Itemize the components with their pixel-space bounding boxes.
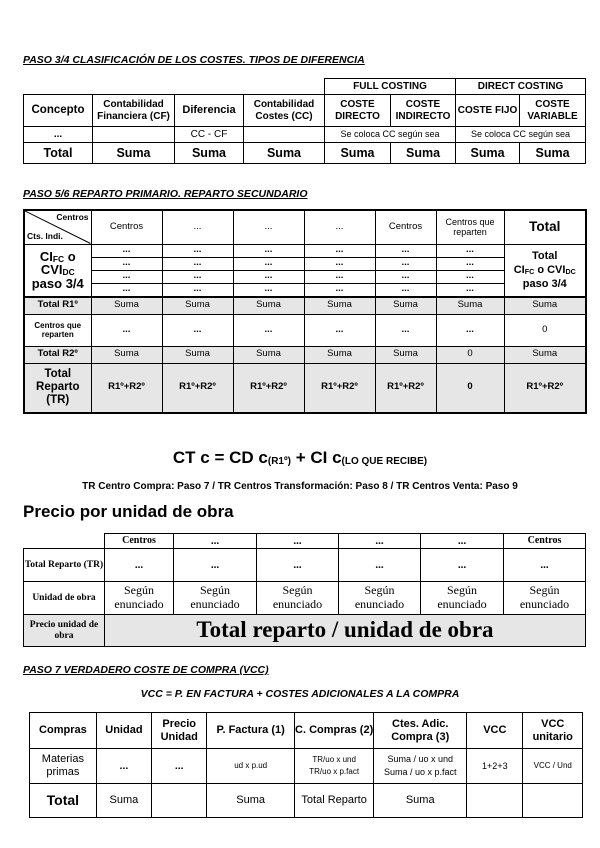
zero-cell: 0 [436, 363, 504, 413]
sum-cell: Suma [391, 143, 456, 164]
cell: ... [504, 549, 586, 582]
full-costing-header: FULL COSTING [325, 79, 456, 95]
col-dots: ... [162, 210, 233, 244]
cell: ... [375, 257, 436, 270]
sum-cell: Suma [504, 297, 586, 314]
sum-cell: Suma [233, 297, 304, 314]
section2-title: PASO 5/6 REPARTO PRIMARIO. REPARTO SECUNDARIO [23, 188, 308, 200]
cf-header: Contabilidad Financiera (CF) [93, 95, 175, 127]
vcc-header: VCC [467, 713, 523, 749]
total-label: Total [30, 784, 97, 818]
cell: ... [162, 283, 233, 297]
vcc-formula: VCC = P. EN FACTURA + COSTES ADICIONALES A LA COMPRA [140, 688, 460, 700]
cell: ... [304, 283, 375, 297]
sum-cell: Suma [325, 143, 391, 164]
c-compras-cell: TR/uo x und TR/uo x p.fact [295, 749, 374, 784]
cell: ... [91, 314, 162, 346]
cell: ... [91, 270, 162, 283]
direct-costing-header: DIRECT COSTING [456, 79, 586, 95]
segun-cell: Según enunciado [421, 582, 504, 615]
cell: ... [304, 244, 375, 257]
col-dots: ... [339, 534, 421, 549]
total-reparto-label: Total Reparto (TR) [24, 549, 105, 582]
concepto-cell: ... [24, 127, 93, 143]
sum-cell: Suma [96, 784, 151, 818]
r1r2-cell: R1º+R2º [375, 363, 436, 413]
r1r2-cell: R1º+R2º [304, 363, 375, 413]
empty-cell [523, 784, 583, 818]
diferencia-cell: CC - CF [175, 127, 244, 143]
cost-classification-table [23, 78, 586, 164]
r1r2-cell: R1º+R2º [233, 363, 304, 413]
compras-header: Compras [30, 713, 97, 749]
big-formula: Total reparto / unidad de obra [105, 615, 586, 647]
col-centros: Centros [105, 534, 174, 549]
cell: ... [233, 283, 304, 297]
sum-cell: Suma [304, 346, 375, 363]
materias-label: Materias primas [30, 749, 97, 784]
zero-cell: 0 [504, 314, 586, 346]
cell: ... [162, 244, 233, 257]
sum-cell: Suma [375, 297, 436, 314]
tr-row-label: Total Reparto (TR) [24, 363, 91, 413]
distribution-table [23, 209, 587, 414]
ctes-adic-header: Ctes. Adic. Compra (3) [374, 713, 467, 749]
zero-cell: 0 [436, 346, 504, 363]
cell: ... [436, 283, 504, 297]
cell: ... [233, 270, 304, 283]
tr-note: TR Centro Compra: Paso 7 / TR Centros Transformación: Paso 8 / TR Centros Venta: Paso 9 [82, 481, 518, 492]
cell: ... [436, 257, 504, 270]
cost-formula: CT c = CD $c_{(R1º)}$ + CI $c_{(LO QUE RECIBE)}$ [172, 448, 428, 467]
section1-title: PASO 3/4 CLASIFICACIÓN DE LOS COSTES. TIPOS DE DIFERENCIA [23, 54, 365, 66]
segun-cell: Según enunciado [339, 582, 421, 615]
cell: ... [91, 283, 162, 297]
corner-top-label: Centros [56, 212, 89, 222]
col-dots: ... [174, 534, 257, 549]
cell: ... [436, 270, 504, 283]
cell: ... [375, 270, 436, 283]
sum-cell: Suma [91, 297, 162, 314]
col-centros: Centros [504, 534, 586, 549]
cell: ... [436, 314, 504, 346]
cell: ... [257, 549, 339, 582]
sum-cell: Suma [304, 297, 375, 314]
coste-directo-header: COSTE DIRECTO [325, 95, 391, 127]
sum-cell: Suma [504, 346, 586, 363]
total-reparto-cell: Total Reparto [295, 784, 374, 818]
total-r2-label: Total R2º [24, 346, 91, 363]
cell: ... [233, 257, 304, 270]
cell: ... [91, 257, 162, 270]
sum-cell: Suma [91, 346, 162, 363]
cell: ... [174, 549, 257, 582]
cell: ... [304, 314, 375, 346]
empty-cell [152, 784, 207, 818]
precio-label: Precio unidad de obra [24, 615, 105, 647]
section3-title: Precio por unidad de obra [23, 502, 234, 521]
cell: ... [152, 749, 207, 784]
sum-cell: Suma [175, 143, 244, 164]
concepto-header: Concepto [24, 95, 93, 127]
col-centros: Centros [375, 210, 436, 244]
section4-title: PASO 7 VERDADERO COSTE DE COMPRA (VCC) [23, 664, 269, 676]
vcc-cell: 1+2+3 [467, 749, 523, 784]
cell: ... [375, 244, 436, 257]
r1r2-cell: R1º+R2º [504, 363, 586, 413]
sum-cell: Suma [374, 784, 467, 818]
col-reparten: Centros que reparten [436, 210, 504, 244]
total-ci-cell: Total $CI_{FC}$ o $CVI_{DC}$ paso 3/4 [504, 244, 586, 297]
sum-cell: Suma [162, 346, 233, 363]
unidad-obra-label: Unidad de obra [24, 582, 105, 615]
total-r1-label: Total R1º [24, 297, 91, 314]
unit-price-table [23, 533, 586, 647]
c-compras-header: C. Compras (2) [295, 713, 374, 749]
segun-cell: Según enunciado [174, 582, 257, 615]
vcc-unitario-cell: VCC / Und [523, 749, 583, 784]
segun-cell: Según enunciado [105, 582, 174, 615]
coste-variable-header: COSTE VARIABLE [520, 95, 586, 127]
vcc-unitario-header: VCC unitario [523, 713, 583, 749]
ci-row-label: $CI_{FC}$ o $CVI_{DC}$ paso 3/4 [24, 244, 91, 297]
total-label: Total [24, 143, 93, 164]
p-factura-header: P. Factura (1) [207, 713, 295, 749]
cell: ... [339, 549, 421, 582]
cell: ... [304, 257, 375, 270]
unidad-header: Unidad [96, 713, 151, 749]
precio-unidad-header: Precio Unidad [152, 713, 207, 749]
cell: ... [375, 314, 436, 346]
cell: ... [105, 549, 174, 582]
corner-cell [24, 210, 91, 244]
cc-cell [244, 127, 325, 143]
sum-cell: Suma [520, 143, 586, 164]
cell: ... [162, 270, 233, 283]
cell: ... [375, 283, 436, 297]
col-dots: ... [233, 210, 304, 244]
col-dots: ... [257, 534, 339, 549]
p-factura-cell: ud x p.ud [207, 749, 295, 784]
sum-cell: Suma [375, 346, 436, 363]
vcc-table [29, 712, 583, 818]
segun-cell: Según enunciado [504, 582, 586, 615]
direct-costing-cell: Se coloca CC según sea [456, 127, 586, 143]
col-centros: Centros [91, 210, 162, 244]
cf-cell [93, 127, 175, 143]
col-dots: ... [421, 534, 504, 549]
cell: ... [233, 244, 304, 257]
cell: ... [304, 270, 375, 283]
sum-cell: Suma [244, 143, 325, 164]
cell: ... [162, 257, 233, 270]
r1r2-cell: R1º+R2º [91, 363, 162, 413]
sum-cell: Suma [233, 346, 304, 363]
sum-cell: Suma [456, 143, 520, 164]
corner-bottom-label: Cts. Indi. [27, 230, 63, 241]
diferencia-header: Diferencia [175, 95, 244, 127]
col-dots: ... [304, 210, 375, 244]
segun-cell: Según enunciado [257, 582, 339, 615]
coste-fijo-header: COSTE FIJO [456, 95, 520, 127]
reparten-row-label: Centros que reparten [24, 314, 91, 346]
cell: ... [436, 244, 504, 257]
sum-cell: Suma [162, 297, 233, 314]
cell: ... [421, 549, 504, 582]
col-total: Total [504, 210, 586, 244]
sum-cell: Suma [93, 143, 175, 164]
sum-cell: Suma [207, 784, 295, 818]
cell: ... [233, 314, 304, 346]
cell: ... [162, 314, 233, 346]
cell: ... [96, 749, 151, 784]
sum-cell: Suma [436, 297, 504, 314]
empty-cell [467, 784, 523, 818]
coste-indirecto-header: COSTE INDIRECTO [391, 95, 456, 127]
cell: ... [91, 244, 162, 257]
ctes-adic-cell: Suma / uo x und Suma / uo x p.fact [374, 749, 467, 784]
full-costing-cell: Se coloca CC según sea [325, 127, 456, 143]
cc-header: Contabilidad Costes (CC) [244, 95, 325, 127]
r1r2-cell: R1º+R2º [162, 363, 233, 413]
